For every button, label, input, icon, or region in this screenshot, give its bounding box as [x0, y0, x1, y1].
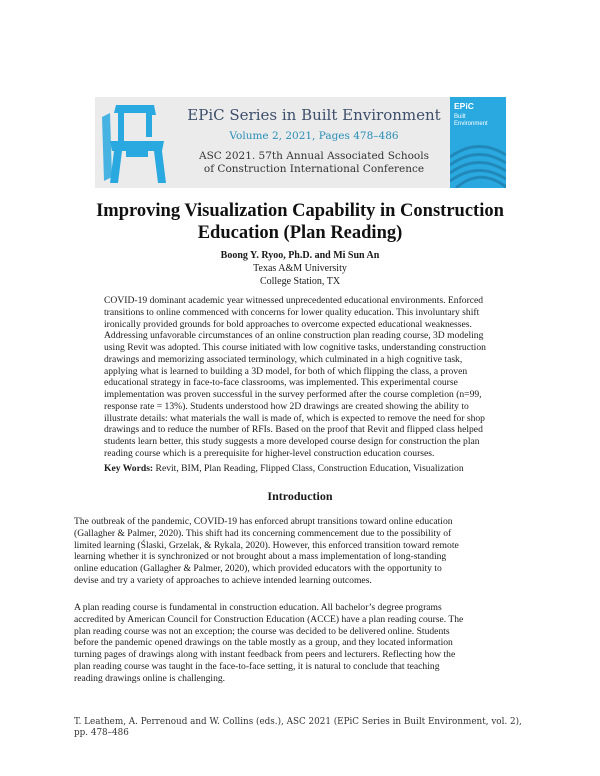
- keywords-text: Revit, BIM, Plan Reading, Flipped Class, Construction Education, Visualization: [155, 463, 464, 474]
- affiliation: [100, 263, 500, 288]
- footer-line-1: T. Leathem, A. Perrenoud and W. Collins (eds.), ASC 2021 (EPiC Series in Built Environment, vol. 2),: [74, 717, 522, 727]
- abstract-line: illustrate details: what materials the wall is made of, which is expected to remove the need for shop: [104, 412, 485, 424]
- introduction-heading: Introduction: [267, 489, 333, 503]
- paragraph-line: plan reading course was taught in the face-to-face setting, it is natural to conclude that teaching: [74, 660, 440, 672]
- affiliation-line-2: College Station, TX: [259, 275, 341, 287]
- paragraph-line: before the pandemic opened drawings on the table mostly as a group, and they located information: [74, 637, 453, 649]
- paper-title-line-2: Education (Plan Reading): [197, 223, 403, 243]
- abstract-line: reading course which is a prerequisite for higher-level construction education courses.: [104, 447, 435, 459]
- paragraph-line: (Gallagher & Palmer, 2020). This shift had its concerning commencement due to the possibility of: [74, 527, 452, 539]
- paragraph-line: accredited by American Council for Construction Education (ACCE) have a plan reading course. The: [74, 613, 464, 625]
- authors: Boong Y. Ryoo, Ph.D. and Mi Sun An: [220, 250, 380, 261]
- abstract-line: drawings and memorizing associated terminology, which culminated in a high cognitive task,: [104, 353, 463, 365]
- keywords: [104, 463, 504, 474]
- paragraph-line: reading drawings online is challenging.: [74, 672, 226, 684]
- conference-info: [180, 150, 448, 176]
- abstract-line: COVID-19 dominant academic year witnessed unprecedented educational environments. Enforced: [104, 295, 484, 306]
- abstract-line: educational strategy in face-to-face classrooms, was implemented. This experimental course: [104, 377, 458, 389]
- footer-line-2: pp. 478–486: [74, 728, 129, 738]
- volume-link[interactable]: Volume 2, 2021, Pages 478–486: [229, 130, 399, 142]
- abstract-line: students learn better, this study suggests a more developed course design for construction the plan: [104, 436, 480, 447]
- abstract-line: applying what is learned to building a 3D model, for both of which flipping the class, a proven: [104, 365, 468, 377]
- abstract-line: drawings and to reduce the number of RFIs. Based on the proof that Revit and flipped class helped: [104, 424, 483, 436]
- series-title: EPiC Series in Built Environment: [187, 106, 441, 124]
- badge-line-3: Environment: [454, 121, 488, 127]
- introduction-paragraph-1: [74, 516, 526, 587]
- paragraph-line: learning whether it is synchronized or not brought about a mass implementation of long-standing: [74, 551, 447, 563]
- abstract-line: using Revit was adopted. This course initiated with low cognitive tasks, understanding construction: [104, 342, 486, 353]
- keywords-label: Key Words:: [104, 463, 154, 474]
- badge-line-2: Built: [454, 114, 466, 120]
- paragraph-line: devise and try a variety of approaches to achieve intended learning outcomes.: [74, 574, 372, 586]
- abstract-line: transitions to online commenced with concerns for lower quality education. This involuntary shift: [104, 306, 480, 318]
- paragraph-line: A plan reading course is fundamental in construction education. All bachelor’s degree programs: [74, 602, 442, 613]
- abstract-line: Addressing unfavorable circumstances of an online construction plan reading course, 3D modeling: [104, 330, 484, 342]
- conference-line-1: ASC 2021. 57th Annual Associated Schools: [199, 150, 429, 162]
- conference-line-2: of Construction International Conference: [203, 163, 425, 175]
- epic-built-environment-badge: [450, 97, 506, 188]
- paper-title: [90, 200, 510, 244]
- badge-line-1: EPiC: [454, 101, 474, 111]
- affiliation-line-1: Texas A&M University: [253, 263, 347, 274]
- abstract-line: implementation was proven successful in the survey performed after the course completion (n=99,: [104, 389, 482, 400]
- paragraph-line: limited learning (Ślaski, Grzelak, & Rykala, 2020). However, this enforced transition toward remote: [74, 539, 459, 551]
- paragraph-line: online education (Gallagher & Palmer, 2020), which provided educators with the opportunity to: [74, 563, 442, 574]
- abstract-line: ironically provided grounds for bold approaches to overcome expected educational weaknesses.: [104, 318, 472, 330]
- abstract-line: response rate = 13%). Students understood how 2D drawings are created showing the ability to: [104, 400, 469, 412]
- paragraph-line: plan reading course was not an exception; the course was decided to be delivered online. Students: [74, 625, 450, 637]
- abstract: [104, 295, 498, 460]
- paper-title-line-1: Improving Visualization Capability in Construction: [96, 201, 504, 221]
- epic-chair-logo: [96, 97, 178, 188]
- introduction-paragraph-2: [74, 602, 526, 684]
- citation-footer: [74, 717, 526, 739]
- paragraph-line: The outbreak of the pandemic, COVID-19 has enforced abrupt transitions toward online education: [74, 516, 453, 527]
- paragraph-line: turning pages of drawings along with instant feedback from peers and lecturers. Reflecting how the: [74, 649, 456, 660]
